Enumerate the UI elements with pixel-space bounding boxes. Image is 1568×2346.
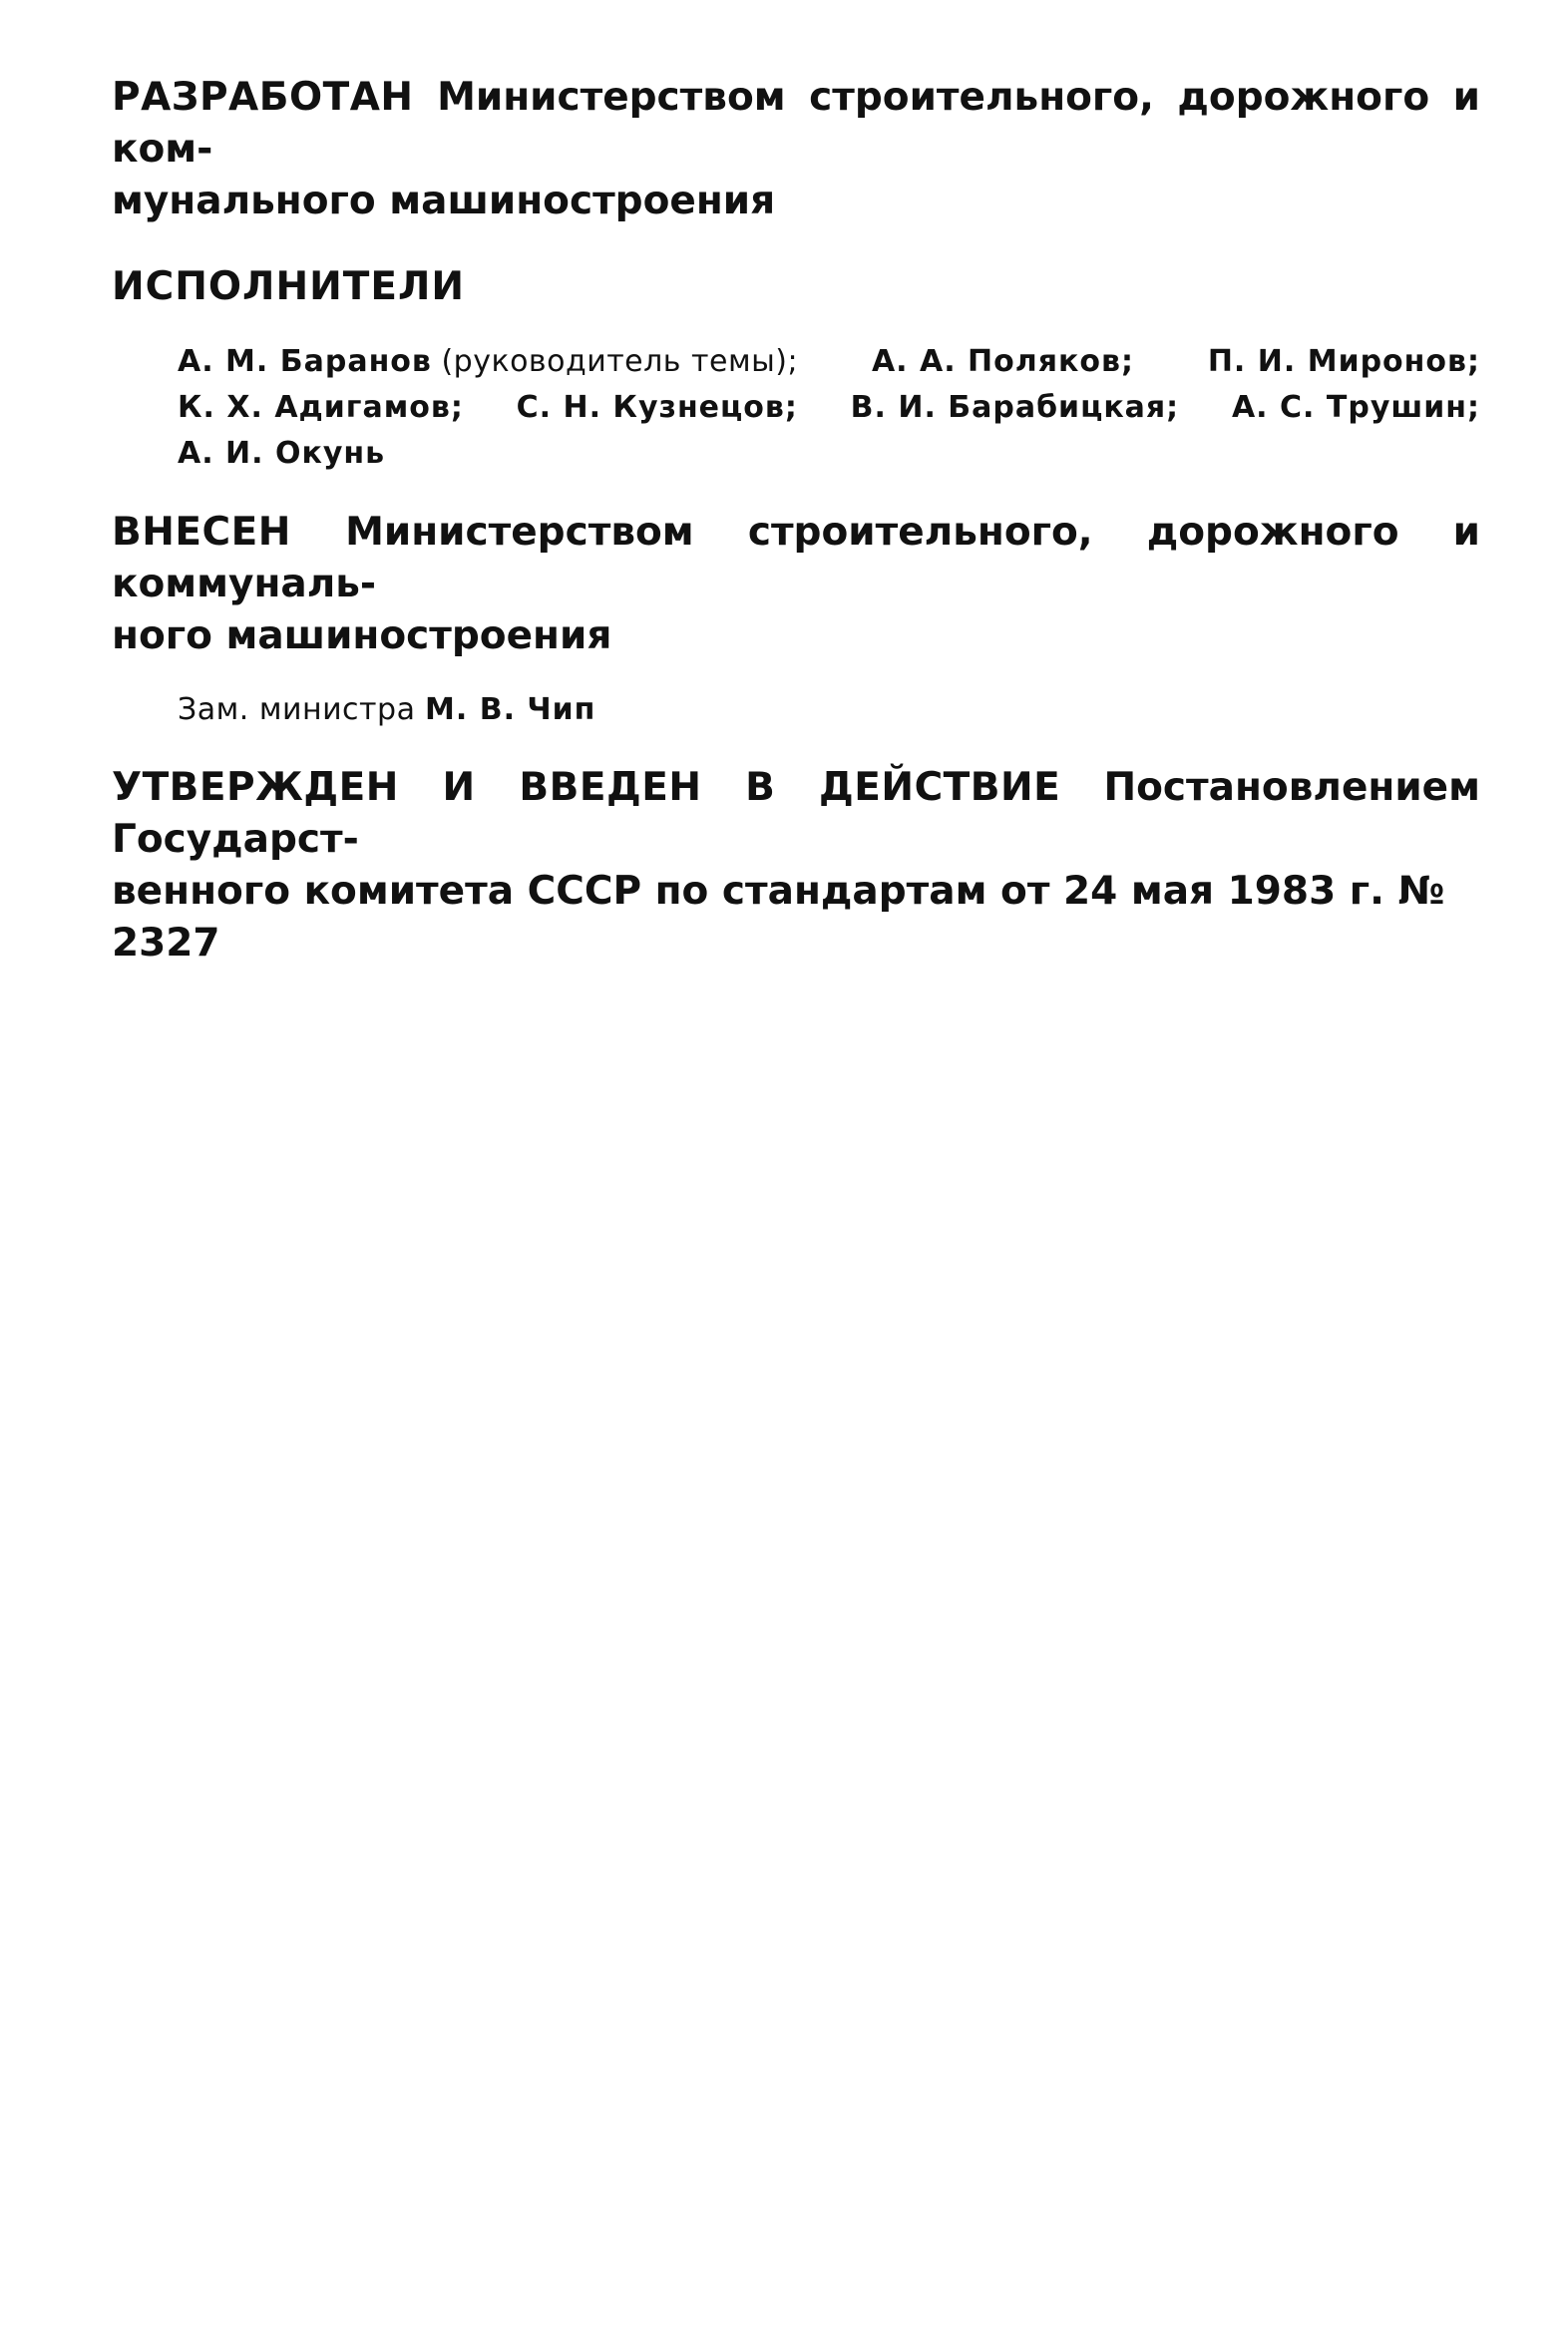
performer-name: А. М. Баранов bbox=[178, 344, 432, 379]
deputy-name: М. В. Чип bbox=[425, 692, 596, 727]
developed-line-2: мунального машиностроения bbox=[112, 179, 776, 223]
performer-2: А. А. Поляков; bbox=[871, 344, 1134, 379]
performer-5: С. Н. Кузнецов; bbox=[516, 390, 798, 425]
performers-row-1 bbox=[178, 339, 1480, 385]
introduced-line-2: ного машиностроения bbox=[112, 613, 612, 658]
performers-heading: ИСПОЛНИТЕЛИ bbox=[112, 264, 466, 309]
developed-text-1: Министерством строительного, дорожного и ком- bbox=[112, 75, 1480, 172]
developed-paragraph bbox=[112, 72, 1480, 227]
performer-7: А. С. Трушин; bbox=[1231, 390, 1480, 425]
document-page bbox=[112, 72, 1480, 970]
approved-text-1: Постановлением Государст- bbox=[112, 765, 1481, 862]
performer-3: П. И. Миронов; bbox=[1207, 344, 1480, 379]
introduced-paragraph bbox=[112, 507, 1480, 662]
performers-row-2 bbox=[178, 385, 1480, 431]
developed-lead: РАЗРАБОТАН bbox=[112, 75, 414, 120]
approved-lead: УТВЕРЖДЕН И ВВЕДЕН В ДЕЙСТВИЕ bbox=[112, 765, 1061, 810]
approved-line-1 bbox=[112, 762, 1480, 866]
performer-role: (руководитель темы); bbox=[441, 344, 799, 379]
developed-line-1 bbox=[112, 72, 1480, 176]
deputy-title: Зам. министра bbox=[178, 692, 416, 727]
approved-paragraph bbox=[112, 762, 1480, 970]
performer-6: В. И. Барабицкая; bbox=[850, 390, 1180, 425]
introduced-text-1: Министерством строительного, дорожного и коммуналь- bbox=[112, 510, 1480, 606]
performer-4: К. Х. Адигамов; bbox=[178, 390, 464, 425]
introduced-lead: ВНЕСЕН bbox=[112, 510, 291, 555]
performer-1 bbox=[178, 339, 798, 385]
deputy-line bbox=[112, 688, 1480, 732]
approved-line-2: венного комитета СССР по стандартам от 24 мая 1983 г. № 2327 bbox=[112, 869, 1445, 966]
performer-8: А. И. Окунь bbox=[178, 436, 386, 471]
performers-row-3 bbox=[178, 431, 1480, 477]
introduced-line-1 bbox=[112, 507, 1480, 610]
performers-list bbox=[112, 339, 1480, 477]
